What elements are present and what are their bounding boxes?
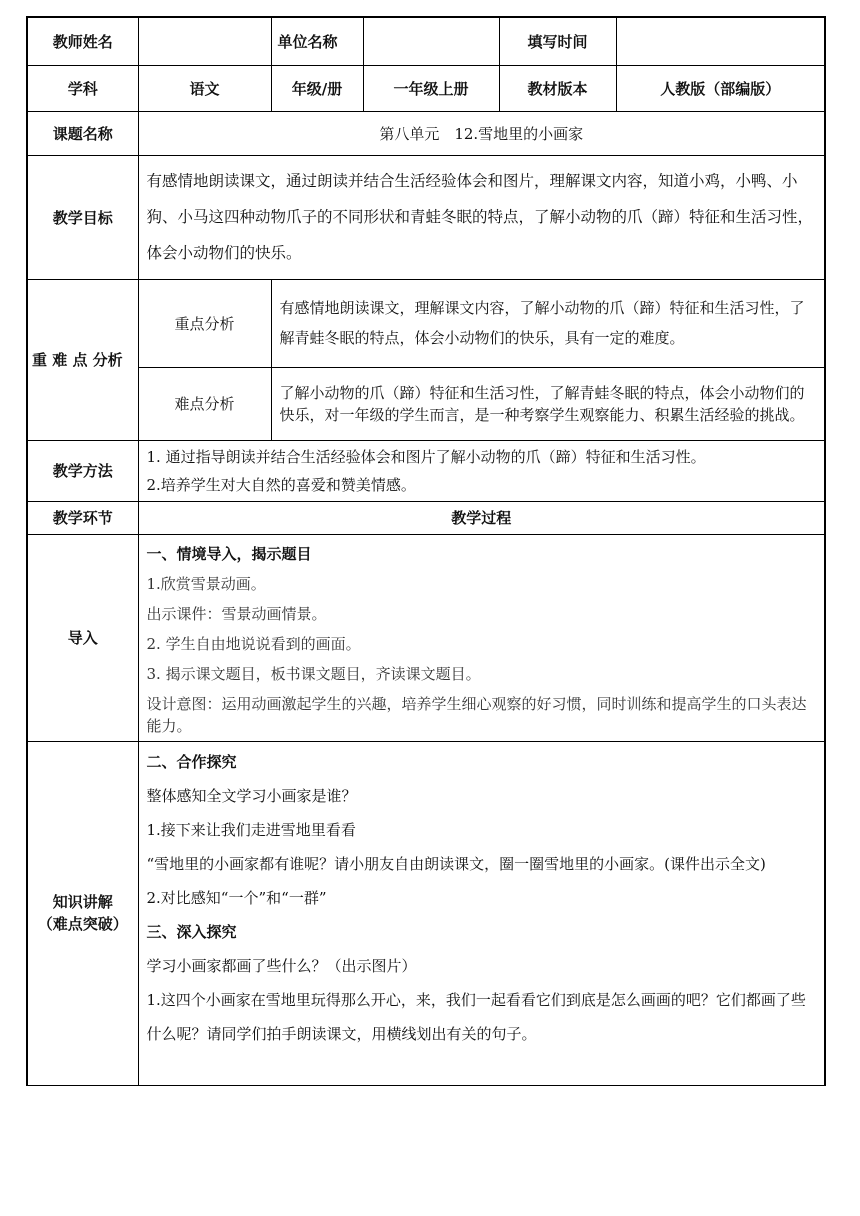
unit-label: 单位名称	[271, 17, 363, 65]
method-label: 教学方法	[27, 440, 138, 501]
knowledge-p6: 1.这四个小画家在雪地里玩得那么开心，来，我们一起看看它们到底是怎么画画的吧？它们都画了些什么呢？请同学们拍手朗读课文，用横线划出有关的句子。	[146, 990, 806, 1043]
stage-label: 教学环节	[27, 501, 138, 534]
intro-line-4: 3. 揭示课文题目，板书课文题目，齐读课文题目。	[146, 664, 481, 683]
knowledge-p5: 学习小画家都画了些什么？（出示图片）	[146, 956, 417, 975]
intro-line-3: 2. 学生自由地说说看到的画面。	[146, 634, 361, 653]
header-row-1	[27, 17, 825, 65]
subject-label: 学科	[27, 65, 138, 111]
intro-label: 导入	[27, 534, 138, 741]
knowledge-label-line-2: （难点突破）	[37, 915, 128, 933]
edition-label: 教材版本	[499, 65, 616, 111]
lesson-plan-table	[26, 16, 826, 1086]
goal-row	[27, 155, 825, 279]
intro-line-2: 出示课件：雪景动画情景。	[146, 604, 327, 623]
intro-line-1: 1.欣赏雪景动画。	[146, 574, 266, 593]
intro-heading: 一、情境导入，揭示题目	[146, 544, 312, 563]
edition-value: 人教版（部编版）	[616, 65, 825, 111]
teacher-value	[138, 17, 271, 65]
lesson-plan-sheet	[26, 16, 824, 1086]
method-list	[139, 441, 825, 501]
goal-label: 教学目标	[27, 155, 138, 279]
hard-text: 了解小动物的爪（蹄）特征和生活习性，了解青蛙冬眠的特点，体会小动物们的快乐，对一年级的学生而言，是一种考察学生观察能力、积累生活经验的挑战。	[279, 383, 805, 424]
knowledge-content	[139, 742, 825, 1054]
key-row	[27, 279, 825, 367]
subject-value: 语文	[138, 65, 271, 111]
topic-label: 课题名称	[27, 111, 138, 155]
key-label: 重点分析	[138, 279, 271, 367]
knowledge-heading-2: 三、深入探究	[146, 922, 237, 941]
grade-label: 年级/册	[271, 65, 363, 111]
process-label: 教学过程	[138, 501, 825, 534]
method-line-2: 2.培养学生对大自然的喜爱和赞美情感。	[146, 475, 416, 494]
intro-line-5: 设计意图：运用动画激起学生的兴趣，培养学生细心观察的好习惯，同时训练和提高学生的口头表达能力。	[146, 694, 807, 735]
method-row	[27, 440, 825, 501]
knowledge-label-line-1: 知识讲解	[52, 893, 113, 911]
grade-value: 一年级上册	[363, 65, 499, 111]
hard-label: 难点分析	[138, 367, 271, 440]
knowledge-row	[27, 741, 825, 1085]
knowledge-p4: 2.对比感知“一个”和“一群”	[146, 888, 327, 907]
teacher-label: 教师姓名	[27, 17, 138, 65]
topic-row	[27, 111, 825, 155]
knowledge-heading-1: 二、合作探究	[146, 752, 237, 771]
key-text: 有感情地朗读课文，理解课文内容，了解小动物的爪（蹄）特征和生活习性，了解青蛙冬眠的特点，体会小动物们的快乐，具有一定的难度。	[279, 299, 805, 347]
date-value	[616, 17, 825, 65]
hard-row	[27, 367, 825, 440]
knowledge-label	[27, 741, 138, 1085]
date-label: 填写时间	[499, 17, 616, 65]
header-row-2	[27, 65, 825, 111]
knowledge-p2: 1.接下来让我们走进雪地里看看	[146, 820, 356, 839]
difficulty-label: 重 难 点 分析	[27, 279, 138, 440]
method-line-1: 1. 通过指导朗读并结合生活经验体会和图片了解小动物的爪（蹄）特征和生活习性。	[146, 447, 706, 466]
goal-text: 有感情地朗读课文，通过朗读并结合生活经验体会和图片，理解课文内容，知道小鸡，小鸭、小狗、小马这四种动物爪子的不同形状和青蛙冬眠的特点，了解小动物的爪（蹄）特征和生活习性，体会小动物们的快乐。	[146, 172, 814, 262]
intro-row	[27, 534, 825, 741]
topic-value: 第八单元 12.雪地里的小画家	[138, 111, 825, 155]
knowledge-p3: “雪地里的小画家都有谁呢？请小朋友自由朗读课文，圈一圈雪地里的小画家。(课件出示全文)	[146, 854, 766, 873]
unit-value	[363, 17, 499, 65]
knowledge-p1: 整体感知全文学习小画家是谁？	[146, 786, 357, 805]
process-header-row	[27, 501, 825, 534]
intro-content	[139, 535, 825, 741]
